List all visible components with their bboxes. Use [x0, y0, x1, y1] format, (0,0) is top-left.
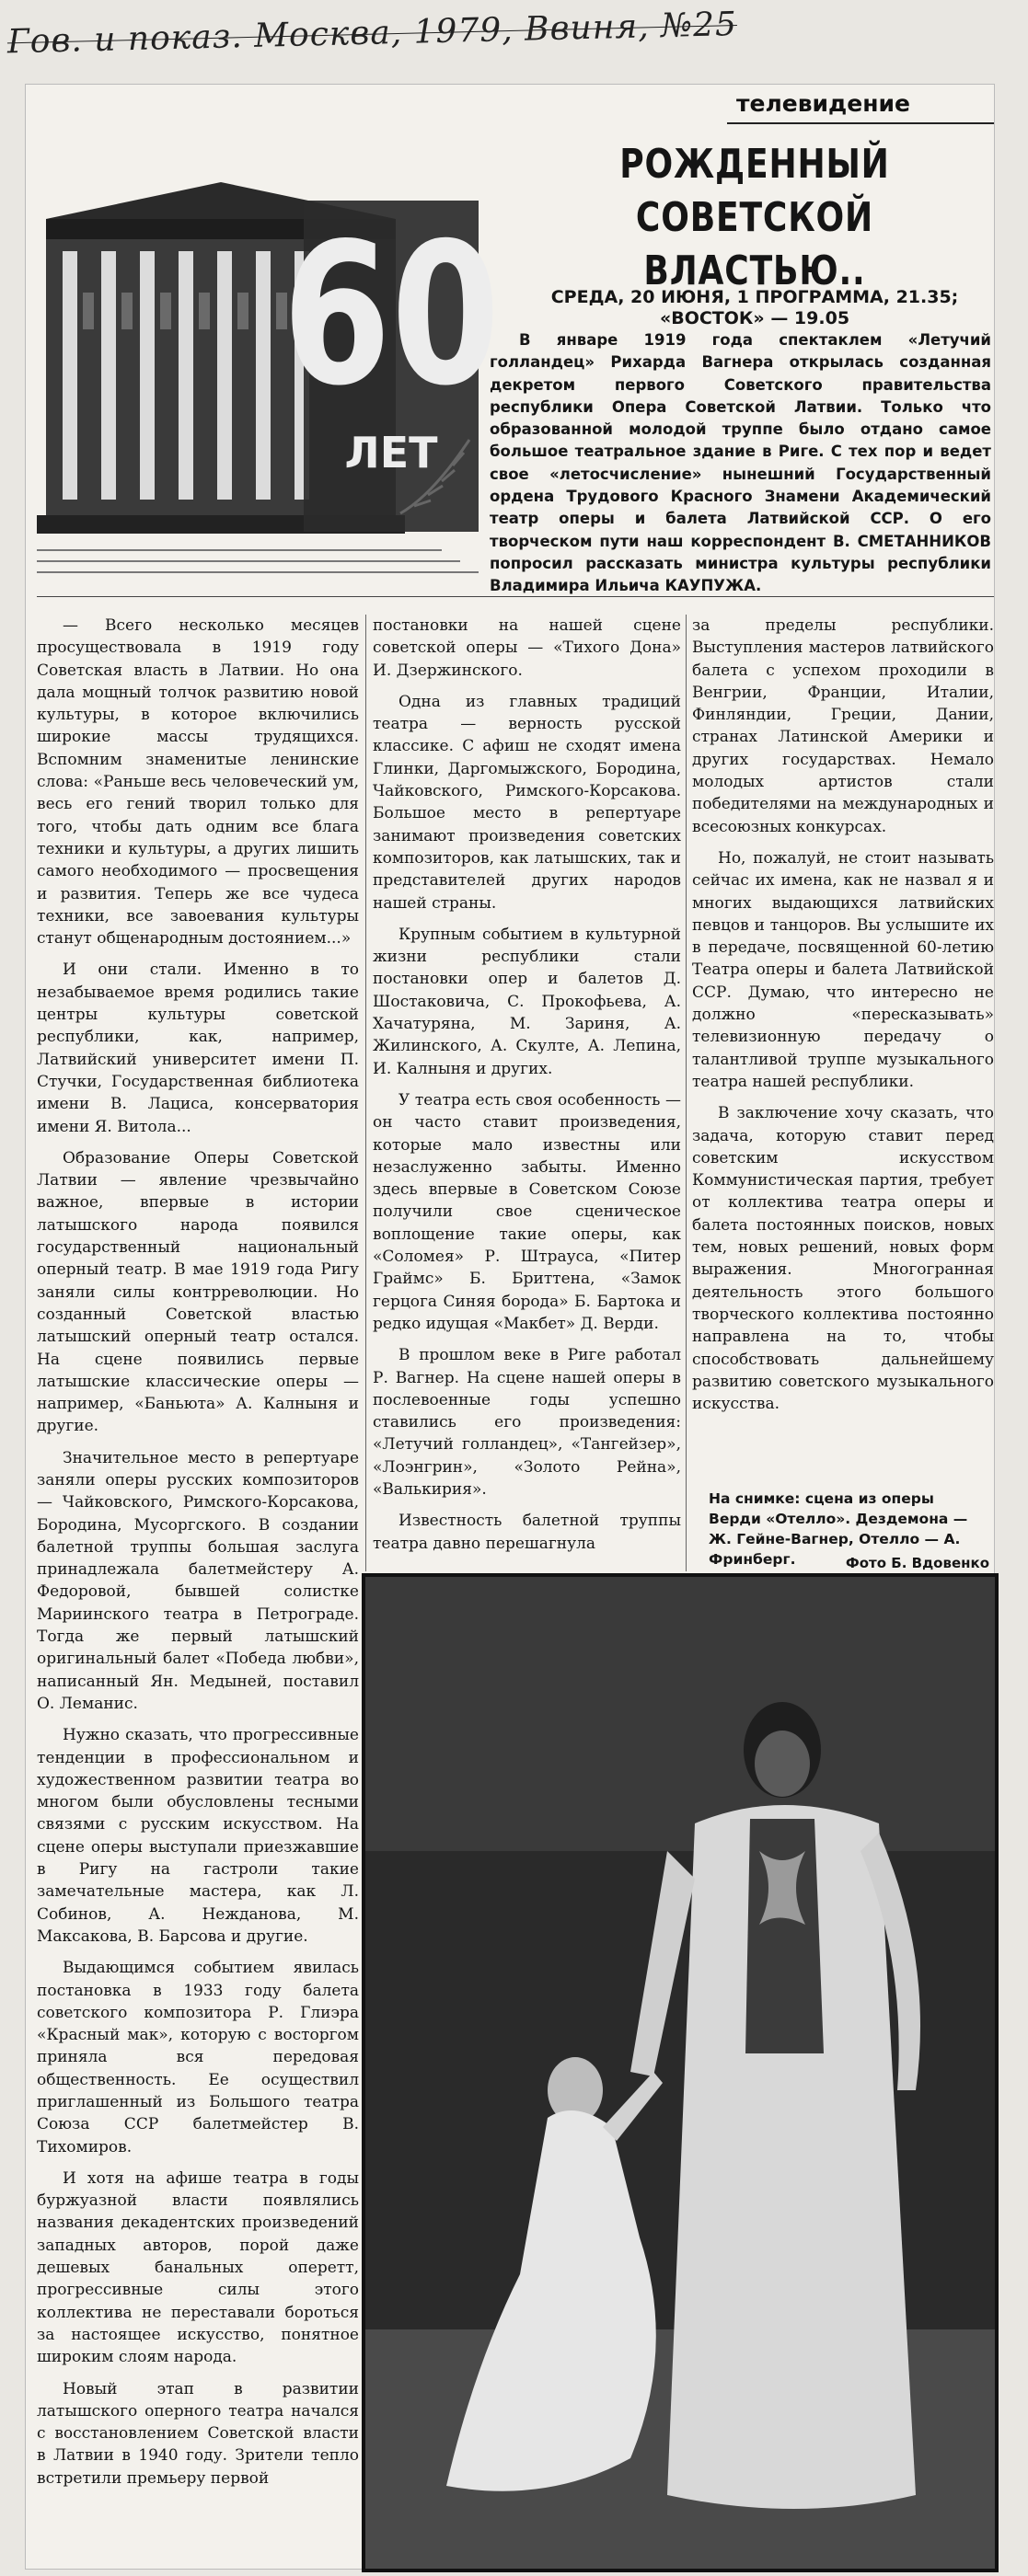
opera-scene-photo [364, 1575, 997, 2570]
paragraph: Одна из главных традиций театра — верность русской классике. С афиш не сходят имена Глинки, Даргомыжского, Бородина, Чайковского, Римского-Корсакова. Большое место в репертуаре занимают произведения советских композиторов, как латышских, так и представителей других народов нашей страны. [373, 692, 681, 913]
rubric-rule [727, 122, 994, 124]
paragraph: В заключение хочу сказать, что задача, которую ставит перед советским искусством Коммунистическая партия, требует от коллектива театра оперы и балета постоянных поисков, новых тем, новых решений, новых форм выражения. Многогранная деятельность этого большого творческого коллектива постоянно направлена на то, чтобы способствовать дальнейшему развитию советского музыкального искусства. [692, 1104, 994, 1414]
paragraph: постановки на нашей сцене советской оперы — «Тихого Дона» И. Дзержинского. [373, 616, 681, 680]
article-column-3 [692, 615, 994, 1414]
paragraph: Нужно сказать, что прогрессивные тенденции в профессиональном и художественном развитии театра во многом были обусловлены тесными связями с русским искусством. На сцене оперы выступали приезжавшие в Ригу на гастроли такие замечательные мастера, как Л. Собинов, А. Нежданова, М. Максакова, В. Барсова и другие. [37, 1726, 359, 1946]
schedule-line-2: «ВОСТОК» — 19.05 [659, 308, 850, 328]
paragraph: Новый этап в развитии латышского оперного театра начался с восстановлением Советской власти в Латвии в 1940 году. Зрители тепло встретили премьеру первой [37, 2379, 359, 2488]
paragraph: Значительное место в репертуаре заняли оперы русских композиторов — Чайковского, Римского-Корсакова, Бородина, Мусоргского. В создании балетной труппы большая заслуга принадлежала балетмейстеру А. Федоровой, бывшей солистке Мариинского театра в Петрограде. Тогда же первый латышский оригинальный балет «Победа любви», написанный Ян. Медыней, поставил О. Леманис. [37, 1448, 359, 1713]
paragraph: У театра есть своя особенность — он часто ставит произведения, которые мало известны или незаслуженно забыты. Именно здесь впервые в Советском Союзе получили свое сценическое воплощение такие оперы, как «Соломея» Р. Штрауса, «Питер Граймс» Б. Бриттена, «Замок герцога Синяя борода» Б. Бартока и редко идущая «Макбет» Д. Верди. [373, 1090, 681, 1333]
headline-line-1: РОЖДЕННЫЙ [619, 141, 890, 188]
paragraph: Но, пожалуй, не стоит называть сейчас их имена, как не назвал я и многих выдающихся латвийских певцов и танцоров. Вы услышите их в передаче, посвященной 60-летию Театра оперы и балета Латвийской ССР. Думаю, что интересно не должно «пересказывать» телевизионную передачу о талантливой труппе музыкального театра нашей республики. [692, 848, 994, 1091]
paragraph: И они стали. Именно в то незабываемое время родились такие центры культуры советской республики, как, например, Латвийский университет имени П. Стучки, Государственная библиотека имени В. Лациса, консерватория имени Я. Витола... [37, 960, 359, 1136]
paragraph: Выдающимся событием явилась постановка в 1933 году балета советского композитора Р. Глиэра «Красный мак», которую с восторгом приняла вся передовая общественность. Ее осуществил приглашенный из Большого театра Союза ССР балетмейстер В. Тихомиров. [37, 1959, 359, 2156]
section-rubric: телевидение [736, 90, 910, 117]
emblem-word: ЛЕТ [344, 428, 438, 477]
paragraph: — Всего несколько месяцев просуществовала в 1919 году Советская власть в Латвии. Но она дала мощный толчок развитию новой культуры, в которое включились широкие массы трудящихся. Вспомним знаменитые ленинские слова: «Раньше весь человеческий ум, весь его гений творил только для того, чтобы дать одним все блага техники и культуры, а других лишить самого необходимого — просвещения и развития. Теперь же все чудеса техники, все завоевания культуры станут общенародным достоянием...» [37, 616, 359, 949]
anniversary-emblem [37, 164, 501, 578]
photo-caption: На снимке: сцена из оперы Верди «Отелло». Дездемона — Ж. Гейне-Вагнер, Отелло — А. Фринберг. [709, 1490, 968, 1568]
paragraph: Крупным событием в культурной жизни республики стали постановки опер и балетов Д. Шостаковича, С. Прокофьева, А. Хачатуряна, М. Зариня, А. Жилинского, А. Скулте, А. Лепина, И. Калныня и других. [373, 925, 681, 1078]
paragraph: И хотя на афише театра в годы буржуазной власти появлялись названия декадентских произведений западных авторов, порой даже дешевых банальных оперетт, прогрессивные силы этого коллектива не переставали бороться за настоящее искусство, понятное широким слоям народа. [37, 2168, 359, 2367]
paragraph: Образование Оперы Советской Латвии — явление чрезвычайно важное, впервые в истории латышского народа появился государственный национальный оперный театр. В мае 1919 года Ригу заняли силы контрреволюции. Но созданный Советской властью латышский оперный театр остался. На сцене появились первые латышские классические оперы — например, «Баньюта» А. Калныня и другие. [37, 1148, 359, 1436]
photo-credit: Фото Б. Вдовенко [845, 1555, 989, 1571]
paragraph: за пределы республики. Выступления мастеров латвийского балета с успехом проходили в Венгрии, Франции, Италии, Финляндии, Греции, Дании, странах Латинской Америки и других государствах. Немало молодых артистов стали победителями на международных и всесоюзных конкурсах. [692, 616, 994, 836]
column-divider [365, 615, 366, 1571]
article-column-1 [37, 615, 359, 2570]
handwritten-annotation: Гов. и показ. Москва, 1979, Ввиня, №25 [6, 6, 738, 62]
broadcast-schedule [515, 287, 994, 329]
headline-line-2: СОВЕТСКОЙ ВЛАСТЬЮ.. [635, 194, 874, 294]
paragraph: Известность балетной труппы театра давно перешагнула [373, 1512, 681, 1553]
schedule-line-1: СРЕДА, 20 ИЮНЯ, 1 ПРОГРАММА, 21.35; [550, 287, 959, 307]
column-divider [686, 615, 687, 1571]
emblem-number: 60 [282, 201, 501, 430]
header-divider [37, 596, 994, 597]
headline [559, 138, 951, 298]
lead-paragraph: В январе 1919 года спектаклем «Летучий голландец» Рихарда Вагнера открылась созданная декретом первого Советского правительства республики Опера Советской Латвии. Только что образованной молодой труппе было отдано самое большое театральное здание в Риге. С тех пор и ведет свое «летосчисление» нынешний Государственный ордена Трудового Красного Знамени Академический театр оперы и балета Латвийской ССР. О его творческом пути наш корреспондент В. СМЕТАННИКОВ попросил рассказать министра культуры республики Владимира Ильича КАУПУЖА. [490, 331, 991, 595]
paragraph: В прошлом веке в Риге работал Р. Вагнер. На сцене нашей оперы в послевоенные годы успешно ставились его произведения: «Летучий голландец», «Тангейзер», «Лоэнгрин», «Золото Рейна», «Валькирия». [373, 1346, 681, 1499]
article-column-2 [373, 615, 681, 1571]
